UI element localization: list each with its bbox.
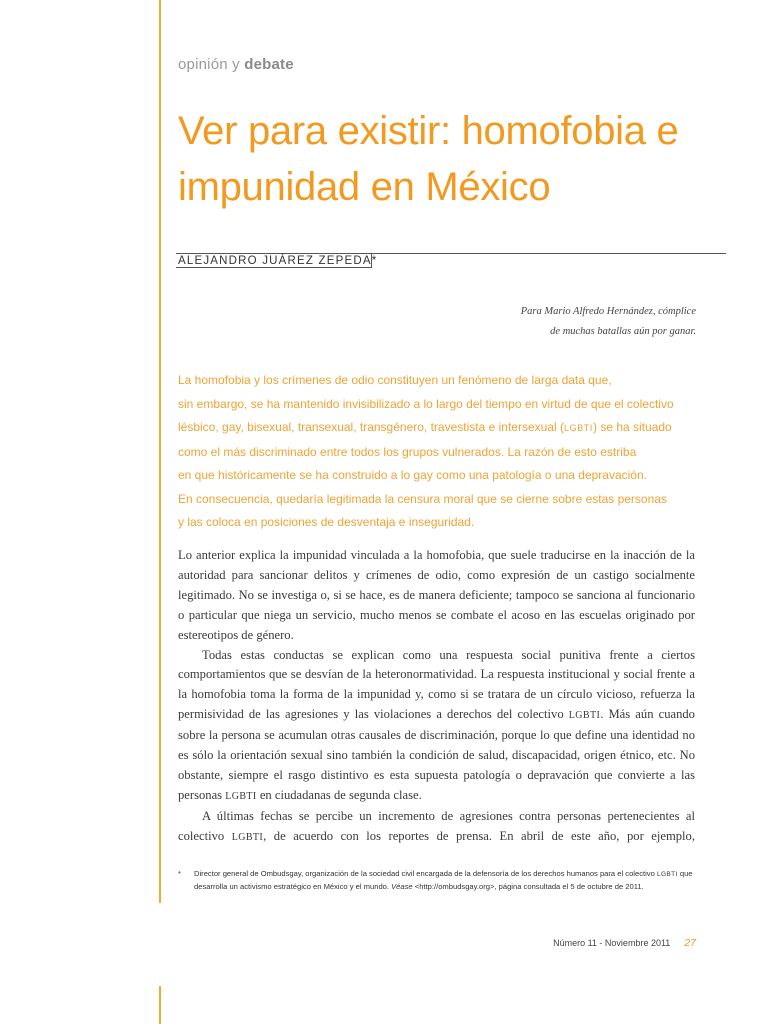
acronym-lgbti: LGBTI	[225, 790, 257, 802]
margin-rule	[159, 0, 161, 903]
article-body	[178, 546, 695, 848]
acronym-lgbti: LGBTI	[656, 871, 678, 878]
abstract-line: en que históricamente se ha construido a lo gay como una patología o una depravación.	[178, 468, 647, 482]
body-text: Todas estas conductas se explican como una respuesta social punitiva frente a ciertos comportamientos que se desvían de la heteronormatividad. La respuesta institucional y social frente a la homofobia toma la forma de la impunidad y, como si se tratara de un círculo vicioso, refuerza la permisividad de las agresiones y las violaciones a derechos del colectivo	[178, 647, 695, 722]
page-footer	[553, 937, 696, 949]
footnote-mark: *	[178, 869, 181, 878]
footnote-text-a: Director general de Ombudsgay, organización de la sociedad civil encargada de la defensoría de los derechos humanos para el colectivo	[194, 869, 657, 878]
acronym-lgbti: LGBTI	[563, 423, 593, 433]
body-text: en ciudadanas de segunda clase.	[256, 787, 422, 802]
body-paragraph-3	[178, 807, 695, 848]
acronym-lgbti: LGBTI	[568, 710, 601, 722]
article-title: Ver para existir: homofobia e impunidad en México	[178, 109, 679, 209]
margin-rule-bottom	[159, 986, 161, 1024]
dedication-line-1: Para Mario Alfredo Hernández, cómplice	[520, 306, 696, 317]
dedication-line-2: de muchas batallas aún por ganar.	[550, 326, 696, 337]
footnote-text	[194, 868, 708, 893]
abstract-line: y las coloca en posiciones de desventaja e inseguridad.	[178, 515, 475, 529]
abstract-line: La homofobia y los crímenes de odio constituyen un fenómeno de larga data que,	[178, 373, 612, 387]
section-label-light: opinión y	[178, 56, 245, 73]
section-label-bold: debate	[244, 56, 294, 73]
abstract-line: como el más discriminado entre todos los grupos vulnerados. La razón de esto estriba	[178, 444, 637, 459]
body-text: , de acuerdo con los reportes de prensa. En abril de este año, por ejemplo,	[263, 828, 695, 843]
page-number: 27	[684, 937, 696, 949]
issue-label: Número 11 - Noviembre 2011	[553, 938, 671, 948]
acronym-lgbti: LGBTI	[231, 831, 264, 843]
footnote-text-c: <http://ombudsgay.org>, página consultada el 5 de octubre de 2011.	[412, 881, 644, 891]
abstract-line	[178, 416, 698, 441]
footnote	[178, 868, 708, 893]
abstract-text: lésbico, gay, bisexual, transexual, transgénero, travestista e intersexual (	[178, 420, 564, 434]
footnote-vease: Véase	[391, 881, 413, 891]
footnote-text-b: que desarrolla un activismo estratégico en México y el mundo.	[194, 869, 693, 891]
dedication	[521, 302, 696, 342]
body-paragraph-2	[178, 646, 695, 807]
abstract-line: sin embargo, se ha mantenido invisibilizado a lo largo del tiempo en virtud de que el colectivo	[178, 396, 674, 411]
body-text: A últimas fechas se percibe un incremento de agresiones contra personas pertenecientes al colectivo	[178, 808, 695, 843]
body-text: . Más aún cuando sobre la persona se acumulan otras causales de discriminación, porque lo que define una identidad no es sólo la orientación sexual sino también la condición de salud, discapacidad, origen étnico, etc. No obstante, siempre el rasgo distintivo es esta supuesta patología o depravación que convierte a las personas	[178, 707, 695, 802]
abstract	[178, 369, 698, 535]
author-name: ALEJANDRO JUÁREZ ZEPEDA*	[178, 255, 378, 267]
abstract-text: ) se ha situado	[593, 420, 672, 434]
body-paragraph-1: Lo anterior explica la impunidad vinculada a la homofobia, que suele traducirse en la inacción de la autoridad para sancionar delitos y crímenes de odio, como expresión de un castigo socialmente legitimado. No se investiga o, si se hace, es de manera deficiente; tampoco se sanciona al funcionario o particular que niega un servicio, mucho menos se combate el acoso en las escuelas originado por estereotipos de género.	[178, 548, 695, 642]
abstract-line: En consecuencia, quedaría legitimada la censura moral que se cierne sobre estas personas	[178, 491, 667, 506]
section-label	[178, 56, 294, 73]
